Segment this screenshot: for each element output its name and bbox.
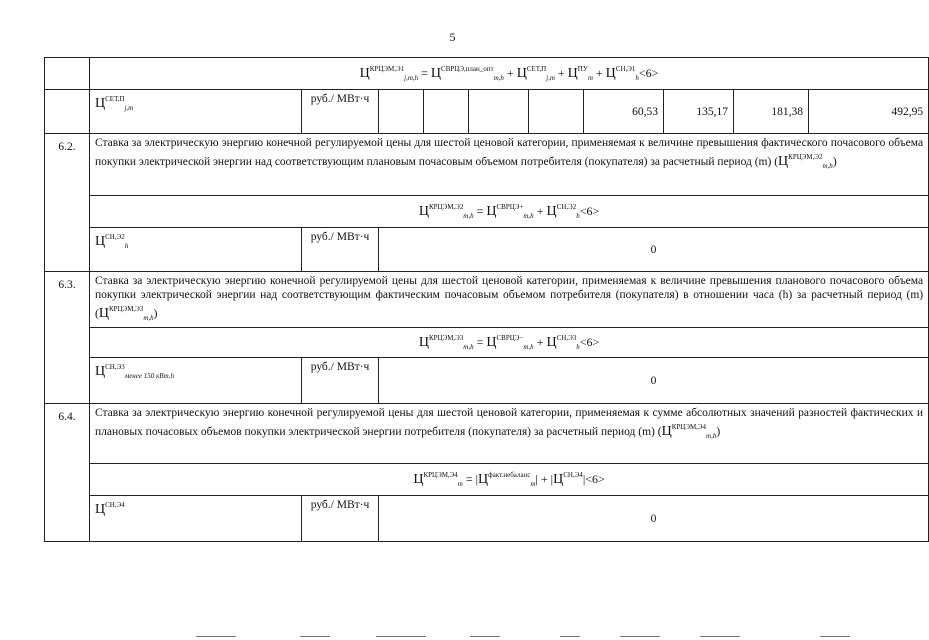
scan-artifact	[620, 636, 660, 637]
num-cell-empty	[45, 58, 90, 90]
value-cell: 0	[379, 358, 929, 404]
num-cell-empty	[45, 90, 90, 134]
table-row	[45, 90, 929, 134]
scan-artifact	[560, 636, 580, 637]
value-cell: 0	[379, 228, 929, 272]
param-cell: $Ц^{СЕТ,П}_{j,m}$	[90, 90, 302, 134]
section-number: 6.4.	[45, 404, 90, 542]
table-row	[45, 196, 929, 228]
value-cell	[379, 90, 424, 134]
value-cell	[424, 90, 469, 134]
value-cell: 60,53	[584, 90, 664, 134]
page-number: 5	[449, 30, 456, 44]
scan-artifact	[700, 636, 740, 637]
table-row	[45, 496, 929, 542]
value-cell	[469, 90, 529, 134]
formula-e3: $Ц^{КРЦЭМ,Э3}_{m,h} = Ц^{СВРЦЭ-}_{m,h} + Ц^{СН,Э3}_h<6>$	[90, 328, 929, 358]
table-row	[45, 58, 929, 90]
table-row	[45, 272, 929, 328]
value-cell	[529, 90, 584, 134]
section-number: 6.3.	[45, 272, 90, 404]
scan-artifact	[376, 636, 426, 637]
description-6-3: Ставка за электрическую энергию конечной регулируемой цены для шестой ценовой категории, применяемая к величине превышения планового почасового объема покупки электрической энергии над соответствующим фактическим почасовым объемом потребителя (покупателя) в отношении часа (h) за расчетный период (m) $(Ц^{КРЦЭМ,Э3}_{m,h})$	[90, 272, 929, 328]
param-cell: $Ц^{СН,Э2}_h$	[90, 228, 302, 272]
description-6-2: Ставка за электрическую энергию конечной регулируемой цены для шестой ценовой категории, применяемая к величине превышения фактического почасового объема покупки электрической энергии над соответствующим плановым почасовым объемом потребителя (покупателя) за расчетный период (m) $(Ц^{КРЦЭМ,Э2}_{m,h})$	[90, 134, 929, 196]
value-cell: 181,38	[734, 90, 809, 134]
param-cell: $Ц^{СН,Э4}$	[90, 496, 302, 542]
scan-artifact	[820, 636, 850, 637]
table-row	[45, 228, 929, 272]
formula-e4: $Ц^{КРЦЭМ,Э4}_m = |Ц^{факт.небаланс}_m| + |Ц^{СН,Э4}|<6>$	[90, 464, 929, 496]
value-cell: 0	[379, 496, 929, 542]
formula-e1: $Ц^{КРЦЭМ,Э1}_{j,m,h} = Ц^{СВРЦЭ,план\_опт}_{m,h} + Ц^{СЕТ,П}_{j,m} + Ц^{ПУ}_m + Ц^{СН,Э1}_h<6>$	[90, 58, 929, 90]
table-row	[45, 134, 929, 196]
formula-e2: $Ц^{КРЦЭМ,Э2}_{m,h} = Ц^{СВРЦЭ+}_{m,h} + Ц^{СН,Э2}_h<6>$	[90, 196, 929, 228]
scan-artifact	[300, 636, 330, 637]
tariff-table	[44, 57, 929, 542]
scan-artifact	[470, 636, 500, 637]
description-6-4: Ставка за электрическую энергию конечной регулируемой цены для шестой ценовой категории, применяемая к сумме абсолютных значений разностей фактических и плановых почасовых объемов покупки электрической энергии потребителя (покупателя) за расчетный период (m) $(Ц^{КРЦЭМ,Э4}_{m,h})$	[90, 404, 929, 464]
param-cell: $Ц^{СН,Э3}_{менее 150 кВт,h}$	[90, 358, 302, 404]
value-cell: 135,17	[664, 90, 734, 134]
value-cell: 492,95	[809, 90, 929, 134]
table-row	[45, 464, 929, 496]
table-row	[45, 358, 929, 404]
table-row	[45, 404, 929, 464]
scan-artifact	[196, 636, 236, 637]
unit-cell: руб./ МВт·ч	[302, 358, 379, 404]
unit-cell: руб./ МВт·ч	[302, 90, 379, 134]
table-row	[45, 328, 929, 358]
unit-cell: руб./ МВт·ч	[302, 228, 379, 272]
section-number: 6.2.	[45, 134, 90, 272]
unit-cell: руб./ МВт·ч	[302, 496, 379, 542]
